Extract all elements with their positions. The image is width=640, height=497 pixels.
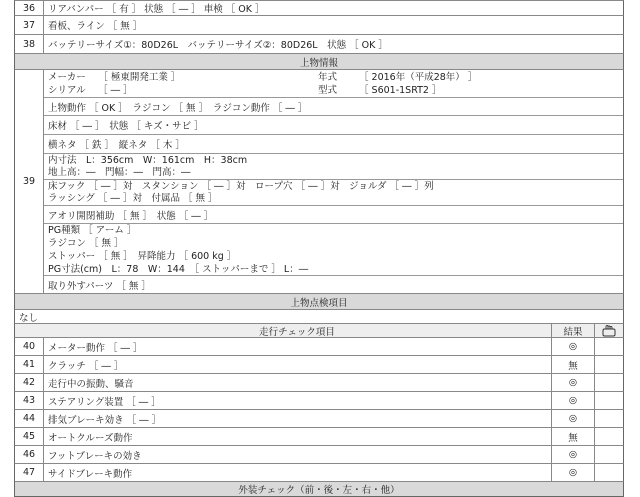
check-row-46	[14, 446, 624, 464]
check-row-40	[14, 338, 624, 356]
serial-field: シリアル ［ ― ］	[48, 84, 133, 96]
check-label: メーター動作 ［ ― ］	[44, 338, 552, 355]
check-result: ◎	[552, 464, 595, 481]
joists: 横ネタ ［ 鉄 ］ 縦ネタ ［ 木 ］	[44, 135, 623, 154]
pg-type: PG種類 ［ アーム ］	[48, 224, 137, 236]
power-gate-info	[44, 224, 623, 276]
section-header-mounted: 上物情報	[14, 54, 624, 70]
check-result: ◎	[552, 338, 595, 355]
check-result: 無	[552, 356, 595, 373]
check-row-45	[14, 428, 624, 446]
tailgate-assist: アオリ開閉補助 ［ 無 ］ 状態 ［ ― ］	[44, 206, 623, 224]
check-label: 走行中の振動、騒音	[44, 374, 552, 391]
inspection-note: なし	[14, 310, 624, 324]
row-number: 46	[15, 446, 44, 463]
row-text: バッテリーサイズ①：80D26L バッテリーサイズ②：80D26L 状態 ［ OK ］	[48, 40, 388, 51]
row-number: 45	[15, 428, 44, 445]
check-row-41	[14, 356, 624, 374]
inspection-sheet	[14, 0, 624, 497]
removable-parts: 取り外すパーツ ［ 無 ］	[48, 280, 151, 292]
check-label: オートクルーズ動作	[44, 428, 552, 445]
row-number: 47	[15, 464, 44, 481]
row-text: 看板、ライン ［ 無 ］	[48, 21, 143, 32]
check-table-header	[14, 324, 624, 338]
dimensions	[44, 154, 623, 180]
floor-hooks: 床フック ［ ― ］対 スタンション ［ ― ］対 ロープ穴 ［ ― ］対 ジョルダ ［ ― ］列	[48, 181, 434, 192]
section-header-exterior: 外装チェック（前・後・左・右・他）	[14, 482, 624, 497]
check-result: ◎	[552, 392, 595, 409]
maker-field: メーカー ［ 極東開発工業 ］	[48, 71, 181, 83]
row-number: 41	[15, 356, 44, 373]
row-text: リアバンパー ［ 有 ］ 状態 ［ ― ］ 車検 ［ OK ］	[48, 4, 265, 15]
ground-clearance: 地上高：― 門幅：― 門高：―	[48, 166, 191, 178]
pg-stopper: ストッパー ［ 無 ］ 昇降能力 ［ 600 kg ］	[48, 250, 237, 262]
check-result: 無	[552, 428, 595, 445]
result-column-title: 結果	[552, 324, 595, 337]
model-field: 型式 ［ S601-1SRT2 ］	[318, 84, 442, 96]
row-number: 38	[15, 35, 44, 53]
check-label: 排気ブレーキ効き ［ ― ］	[44, 410, 552, 427]
check-row-47	[14, 464, 624, 482]
hand-pointer-icon[interactable]	[595, 324, 623, 337]
row-39	[14, 70, 624, 294]
row-number: 36	[15, 1, 44, 15]
hooks-info	[44, 180, 623, 206]
check-label: ステアリング装置 ［ ― ］	[44, 392, 552, 409]
check-label: サイドブレーキ動作	[44, 464, 552, 481]
mounted-operation: 上物動作 ［ OK ］ ラジコン ［ 無 ］ ラジコン動作 ［ ― ］	[44, 98, 623, 116]
floor-material: 床材 ［ ― ］ 状態 ［ キズ・サビ ］	[44, 116, 623, 135]
lashing: ラッシング ［ ― ］対 付属品 ［ 無 ］	[48, 192, 218, 204]
check-items-title: 走行チェック項目	[43, 324, 552, 337]
row-number: 43	[15, 392, 44, 409]
check-result: ◎	[552, 446, 595, 463]
row-39-details	[44, 70, 623, 293]
row-36	[14, 0, 624, 16]
year-field: 年式 ［ 2016年（平成28年） ］	[318, 71, 478, 83]
check-label: フットブレーキの効き	[44, 446, 552, 463]
row-number: 39	[15, 70, 44, 293]
row-number: 40	[15, 338, 44, 355]
section-header-inspection: 上物点検項目	[14, 294, 624, 310]
check-result: ◎	[552, 374, 595, 391]
pg-size: PG寸法(cm) L：78 W：144 ［ ストッパーまで ］ L：―	[48, 263, 309, 275]
row-38	[14, 35, 624, 54]
maker-info	[44, 70, 623, 98]
inner-dimensions: 内寸法 L：356cm W：161cm H：38cm	[48, 155, 248, 166]
row-number: 44	[15, 410, 44, 427]
pg-radio: ラジコン ［ 無 ］	[48, 237, 124, 249]
row-number: 37	[15, 16, 44, 34]
check-row-42	[14, 374, 624, 392]
check-result: ◎	[552, 410, 595, 427]
check-row-44	[14, 410, 624, 428]
row-37	[14, 16, 624, 35]
check-label: クラッチ ［ ― ］	[44, 356, 552, 373]
check-row-43	[14, 392, 624, 410]
row-number: 42	[15, 374, 44, 391]
